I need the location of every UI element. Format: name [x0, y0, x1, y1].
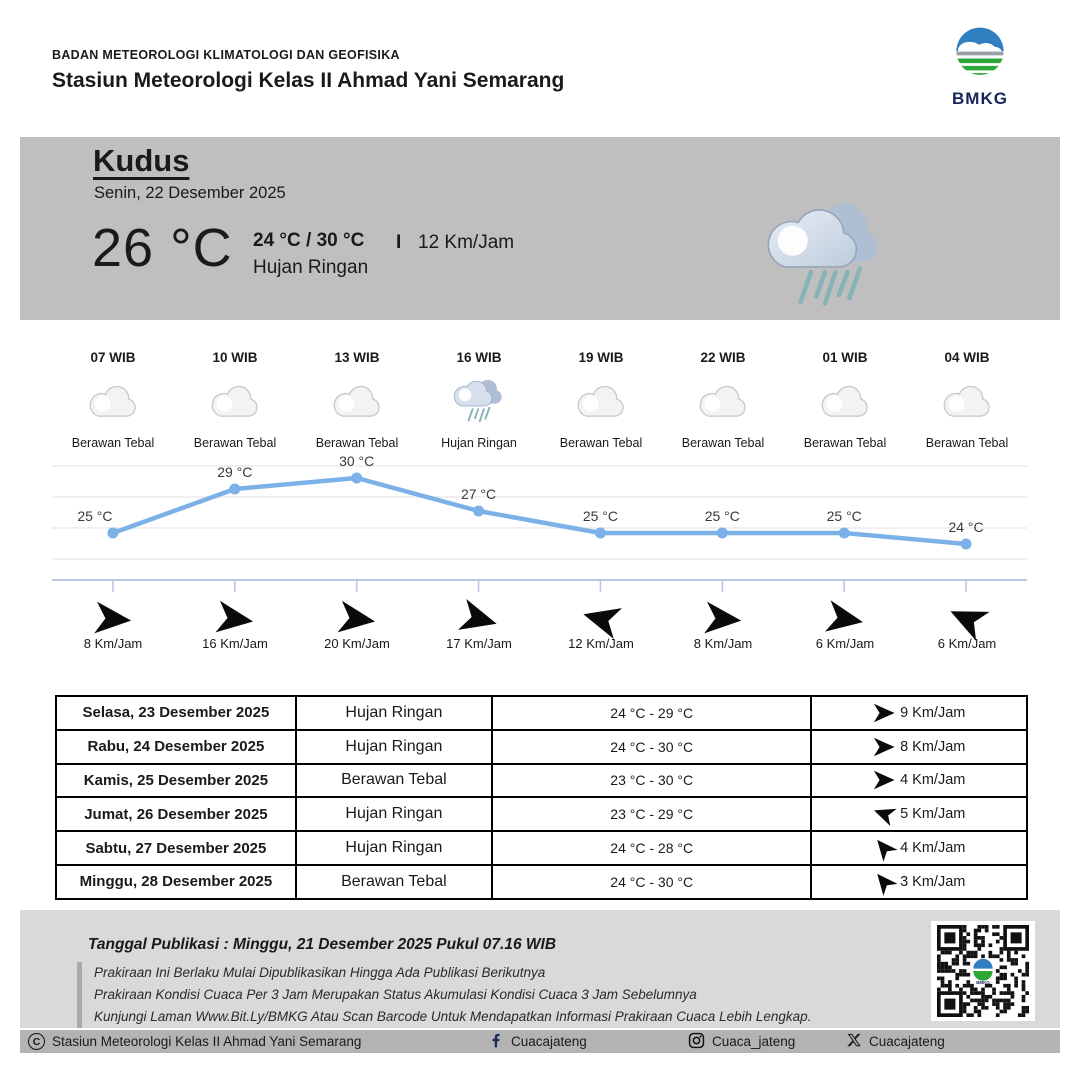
cloudy-icon [662, 371, 784, 433]
temperature-label: 29 °C [217, 464, 253, 480]
hourly-slot [52, 350, 174, 450]
wind-forecast-row [52, 600, 1028, 651]
current-date: Senin, 22 Desember 2025 [94, 184, 286, 202]
slot-time: 01 WIB [822, 350, 868, 365]
light-rain-icon [418, 371, 540, 433]
temperature-label: 25 °C [77, 508, 113, 524]
table-row [56, 730, 1027, 764]
table-row [56, 764, 1027, 798]
wind-slot [52, 600, 174, 651]
temperature-point [107, 528, 118, 539]
bmkg-logo [938, 24, 1022, 109]
daily-wind-cell [811, 865, 1027, 899]
daily-condition: Hujan Ringan [296, 696, 492, 730]
hourly-slot [662, 350, 784, 450]
bmkg-logo-label: BMKG [952, 89, 1008, 108]
temperature-point [595, 528, 606, 539]
wind-slot [296, 600, 418, 651]
wind-slot [540, 600, 662, 651]
daily-condition: Hujan Ringan [296, 797, 492, 831]
facebook-handle[interactable]: Cuacajateng [511, 1034, 587, 1049]
temperature-label: 25 °C [582, 508, 619, 524]
cloudy-icon [784, 371, 906, 433]
daily-wind [813, 736, 1025, 758]
slot-condition: Berawan Tebal [681, 436, 765, 450]
wind-speed-label: 17 Km/Jam [446, 636, 512, 651]
temperature-point [351, 473, 362, 484]
slot-condition: Berawan Tebal [193, 436, 277, 450]
temperature-point [839, 528, 850, 539]
slot-time: 13 WIB [334, 350, 380, 365]
table-row [56, 797, 1027, 831]
daily-temp-range: 23 °C - 30 °C [492, 764, 811, 798]
temperature-chart [52, 452, 1028, 600]
daily-wind-speed: 4 Km/Jam [900, 772, 966, 789]
instagram-icon[interactable] [688, 1032, 705, 1052]
current-condition: Hujan Ringan [253, 257, 369, 278]
facebook-item[interactable] [488, 1030, 587, 1053]
daily-wind-cell [811, 764, 1027, 798]
temp-range-block [253, 230, 368, 279]
wind-speed-label: 6 Km/Jam [937, 636, 997, 651]
daily-temp-range: 23 °C - 29 °C [492, 797, 811, 831]
min-max-temperature: 24 °C / 30 °C [253, 230, 365, 251]
hourly-slot [174, 350, 296, 450]
daily-temp-range: 24 °C - 30 °C [492, 865, 811, 899]
cloudy-icon [906, 371, 1028, 433]
temperature-point [717, 528, 728, 539]
wind-speed-label: 20 Km/Jam [324, 636, 390, 651]
daily-wind-speed: 9 Km/Jam [900, 704, 966, 721]
publication-notes [77, 962, 811, 1028]
slot-condition: Berawan Tebal [71, 436, 155, 450]
wind-direction-icon [214, 598, 257, 641]
wind-direction-icon [92, 598, 133, 639]
copyright-item [28, 1030, 361, 1053]
temperature-label: 30 °C [339, 453, 375, 469]
x-handle[interactable]: Cuacajateng [869, 1034, 945, 1049]
wind-speed-label: 16 Km/Jam [202, 636, 268, 651]
current-wind-speed: 12 Km/Jam [418, 232, 515, 253]
cloudy-icon [52, 371, 174, 433]
daily-date: Selasa, 23 Desember 2025 [56, 696, 296, 730]
daily-wind [813, 702, 1025, 724]
wind-direction-icon [873, 702, 895, 724]
daily-date: Minggu, 28 Desember 2025 [56, 865, 296, 899]
current-temperature: 26 °C [92, 218, 233, 278]
svg-text:BMKG: BMKG [976, 980, 990, 986]
publication-date: Tanggal Publikasi : Minggu, 21 Desember 2025 Pukul 07.16 WIB [88, 936, 557, 953]
daily-forecast-table [55, 695, 1028, 900]
slot-condition: Hujan Ringan [441, 436, 517, 450]
copyright-icon: C [28, 1033, 45, 1050]
rain-cloud-icon [760, 199, 890, 307]
temperature-label: 25 °C [826, 508, 862, 524]
wind-speed-label: 8 Km/Jam [693, 636, 753, 651]
daily-condition: Berawan Tebal [296, 865, 492, 899]
publication-footer [20, 910, 1060, 1028]
temperature-label: 24 °C [948, 519, 984, 535]
daily-condition: Berawan Tebal [296, 764, 492, 798]
daily-date: Kamis, 25 Desember 2025 [56, 764, 296, 798]
wind-direction-icon [873, 769, 895, 791]
cloudy-icon [296, 371, 418, 433]
daily-wind-speed: 5 Km/Jam [900, 806, 966, 823]
wind-slot [784, 600, 906, 651]
slot-time: 16 WIB [456, 350, 502, 365]
instagram-item[interactable] [688, 1030, 795, 1053]
temperature-line-chart [52, 452, 1027, 600]
header [52, 48, 564, 93]
daily-wind [813, 837, 1025, 859]
x-icon[interactable] [847, 1033, 862, 1051]
slot-time: 07 WIB [90, 350, 136, 365]
slot-time: 10 WIB [212, 350, 258, 365]
social-bar [20, 1030, 1060, 1053]
table-row [56, 865, 1027, 899]
hourly-slot [296, 350, 418, 450]
bmkg-globe-icon [947, 71, 1013, 88]
daily-wind-cell [811, 730, 1027, 764]
copyright-text: Stasiun Meteorologi Kelas II Ahmad Yani Semarang [52, 1034, 362, 1049]
cloudy-icon [540, 371, 662, 433]
daily-wind-cell [811, 831, 1027, 865]
daily-wind-cell [811, 696, 1027, 730]
wind-direction-icon [873, 736, 895, 758]
qr-code-card [931, 921, 1035, 1021]
daily-condition: Hujan Ringan [296, 730, 492, 764]
daily-date: Jumat, 26 Desember 2025 [56, 797, 296, 831]
wind-direction-icon [702, 598, 743, 639]
hourly-slot [784, 350, 906, 450]
daily-wind-speed: 8 Km/Jam [900, 738, 966, 755]
wind-speed-label: 8 Km/Jam [83, 636, 143, 651]
city-name: Kudus [93, 143, 190, 178]
slot-condition: Berawan Tebal [559, 436, 643, 450]
wind-slot [174, 600, 296, 651]
slot-time: 22 WIB [700, 350, 746, 365]
instagram-handle[interactable]: Cuaca_jateng [712, 1034, 796, 1049]
hourly-slot [906, 350, 1028, 450]
wind-direction-icon [870, 800, 898, 828]
daily-wind-cell [811, 797, 1027, 831]
current-weather-card [20, 137, 1060, 320]
hourly-slot [540, 350, 662, 450]
note-line: Kunjungi Laman Www.Bit.Ly/BMKG Atau Scan Barcode Untuk Mendapatkan Informasi Prakiraan Cuaca Lebih Lengkap. [94, 1008, 812, 1024]
wind-direction-icon [869, 833, 900, 864]
agency-name: BADAN METEOROLOGI KLIMATOLOGI DAN GEOFISIKA [52, 48, 400, 62]
daily-date: Sabtu, 27 Desember 2025 [56, 831, 296, 865]
divider: I [396, 232, 402, 253]
wind-direction-icon [823, 597, 867, 641]
daily-temp-range: 24 °C - 29 °C [492, 696, 811, 730]
wind-slot [662, 600, 784, 651]
daily-temp-range: 24 °C - 28 °C [492, 831, 811, 865]
wind-slot [418, 600, 540, 651]
wind-direction-icon [869, 866, 900, 897]
temperature-point [229, 484, 240, 495]
daily-wind [813, 803, 1025, 825]
qr-code-icon [937, 925, 1029, 1017]
daily-wind [813, 769, 1025, 791]
daily-wind [813, 871, 1025, 893]
daily-date: Rabu, 24 Desember 2025 [56, 730, 296, 764]
slot-condition: Berawan Tebal [803, 436, 887, 450]
facebook-icon[interactable] [488, 1032, 504, 1051]
hourly-slot [418, 350, 540, 450]
slot-time: 19 WIB [578, 350, 624, 365]
wind-speed-label: 12 Km/Jam [568, 636, 634, 651]
note-line: Prakiraan Kondisi Cuaca Per 3 Jam Merupakan Status Akumulasi Kondisi Cuaca 3 Jam Sebelumnya [94, 986, 697, 1002]
daily-condition: Hujan Ringan [296, 831, 492, 865]
temperature-point [473, 506, 484, 517]
cloudy-icon [174, 371, 296, 433]
temperature-label: 27 °C [460, 486, 497, 502]
table-row [56, 831, 1027, 865]
temperature-point [961, 539, 972, 550]
wind-slot [906, 600, 1028, 651]
table-row [56, 696, 1027, 730]
slot-condition: Berawan Tebal [925, 436, 1009, 450]
daily-temp-range: 24 °C - 30 °C [492, 730, 811, 764]
daily-wind-speed: 3 Km/Jam [900, 873, 966, 890]
daily-wind-speed: 4 Km/Jam [900, 840, 966, 857]
wind-speed-label: 6 Km/Jam [815, 636, 875, 651]
slot-condition: Berawan Tebal [315, 436, 399, 450]
temperature-label: 25 °C [704, 508, 740, 524]
x-item[interactable] [847, 1030, 945, 1053]
slot-time: 04 WIB [944, 350, 990, 365]
note-line: Prakiraan Ini Berlaku Mulai Dipublikasikan Hingga Ada Publikasi Berikutnya [94, 965, 546, 980]
page-title-station: Stasiun Meteorologi Kelas II Ahmad Yani Semarang [52, 69, 565, 92]
hourly-forecast-strip [52, 350, 1028, 450]
wind-direction-icon [336, 598, 379, 641]
